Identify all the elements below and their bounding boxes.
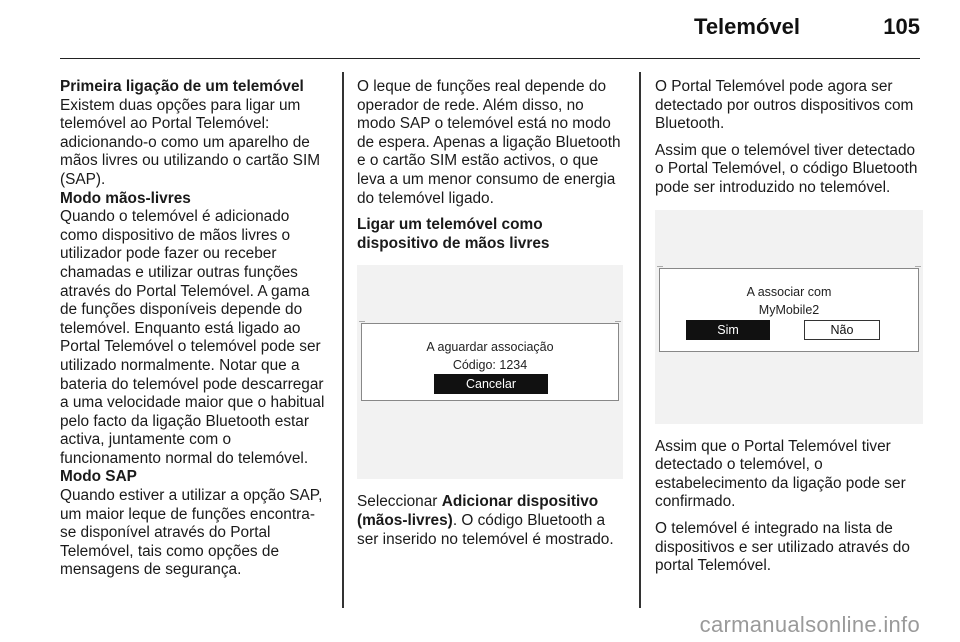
select-prefix: Seleccionar <box>357 493 442 511</box>
paragraph-function-range: O leque de funções real depende do operador de rede. Além disso, no modo SAP o telemóvel está no modo de espera. Apenas a ligação Bluetooth e o cartão SIM estão activos, o que leva a um menor consumo de energia do telemóvel ligado. <box>357 78 621 207</box>
paragraph-confirm-connection: Assim que o Portal Telemóvel tiver detectado o telemóvel, o estabelecimento da ligação pode ser confirmado. <box>655 437 906 511</box>
column-2 <box>357 78 623 549</box>
dialog-device-name: MyMobile2 <box>758 302 820 317</box>
column-3 <box>655 78 923 576</box>
watermark: carmanualsonline.info <box>699 612 920 637</box>
column-1 <box>60 78 330 580</box>
select-suffix: . O código Bluetooth a ser inserido no telemóvel é mostrado. <box>357 511 614 548</box>
dialog-pairing-with <box>659 268 919 352</box>
dialog-pairing-text: A associar com <box>746 284 832 299</box>
dialog-pin-code: Código: 1234 <box>452 358 528 373</box>
page-title: Telemóvel <box>694 14 800 39</box>
yes-button[interactable]: Sim <box>686 320 770 340</box>
column-divider-2 <box>639 72 641 608</box>
paragraph-enter-code: Assim que o telemóvel tiver detectado o Portal Telemóvel, o código Bluetooth pode ser introduzido no telemóvel. <box>655 141 918 196</box>
cancel-button[interactable]: Cancelar <box>434 374 548 394</box>
page-header <box>60 0 920 59</box>
paragraph-detectable: O Portal Telemóvel pode agora ser detectado por outros dispositivos com Bluetooth. <box>655 78 914 133</box>
paragraph-select-add-device <box>357 493 623 549</box>
screenshot-awaiting-pairing <box>357 265 623 479</box>
add-device-option: Adicionar dispositivo (mãos-livres) <box>357 493 599 529</box>
paragraph-sap-mode: Quando estiver a utilizar a opção SAP, um maior leque de funções encontra-se disponível através do Portal Telemóvel, tais como opções de mensagens de segurança. <box>60 487 323 579</box>
paragraph-device-list: O telemóvel é integrado na lista de dispositivos e ser utilizado através do portal Telemóvel. <box>655 519 910 575</box>
no-button[interactable]: Não <box>804 320 880 340</box>
heading-sap-mode: Modo SAP <box>60 468 137 486</box>
page-number: 105 <box>883 14 920 39</box>
column-divider-1 <box>342 72 344 608</box>
heading-first-connection: Primeira ligação de um telemóvel <box>60 78 304 95</box>
paragraph-connection-options: Existem duas opções para ligar um telemóvel ao Portal Telemóvel: adicionando-o como um aparelho de mãos livres ou utilizando o cartão SIM (SAP). <box>60 96 321 188</box>
dialog-awaiting-pairing <box>361 323 619 401</box>
paragraph-handsfree-mode: Quando o telemóvel é adicionado como dispositivo de mãos livres o utilizador pode fazer ou receber chamadas e utilizar outras funções através do Portal Telemóvel. A gama de funções disponíveis depende do telemóvel. Enquanto está ligado ao Portal Telemóvel o telemóvel pode ser utilizado normalmente. Notar que a bateria do telemóvel pode descarregar a uma velocidade maior que o habitual pelo facto da ligação Bluetooth estar activa, juntamente com o funcionamento normal do telemóvel. <box>60 208 325 467</box>
heading-handsfree-mode: Modo mãos-livres <box>60 189 191 207</box>
heading-connect-handsfree: Ligar um telemóvel como dispositivo de mãos livres <box>357 216 550 252</box>
screenshot-pairing-with <box>655 210 923 424</box>
dialog-status-text: A aguardar associação <box>426 340 554 355</box>
